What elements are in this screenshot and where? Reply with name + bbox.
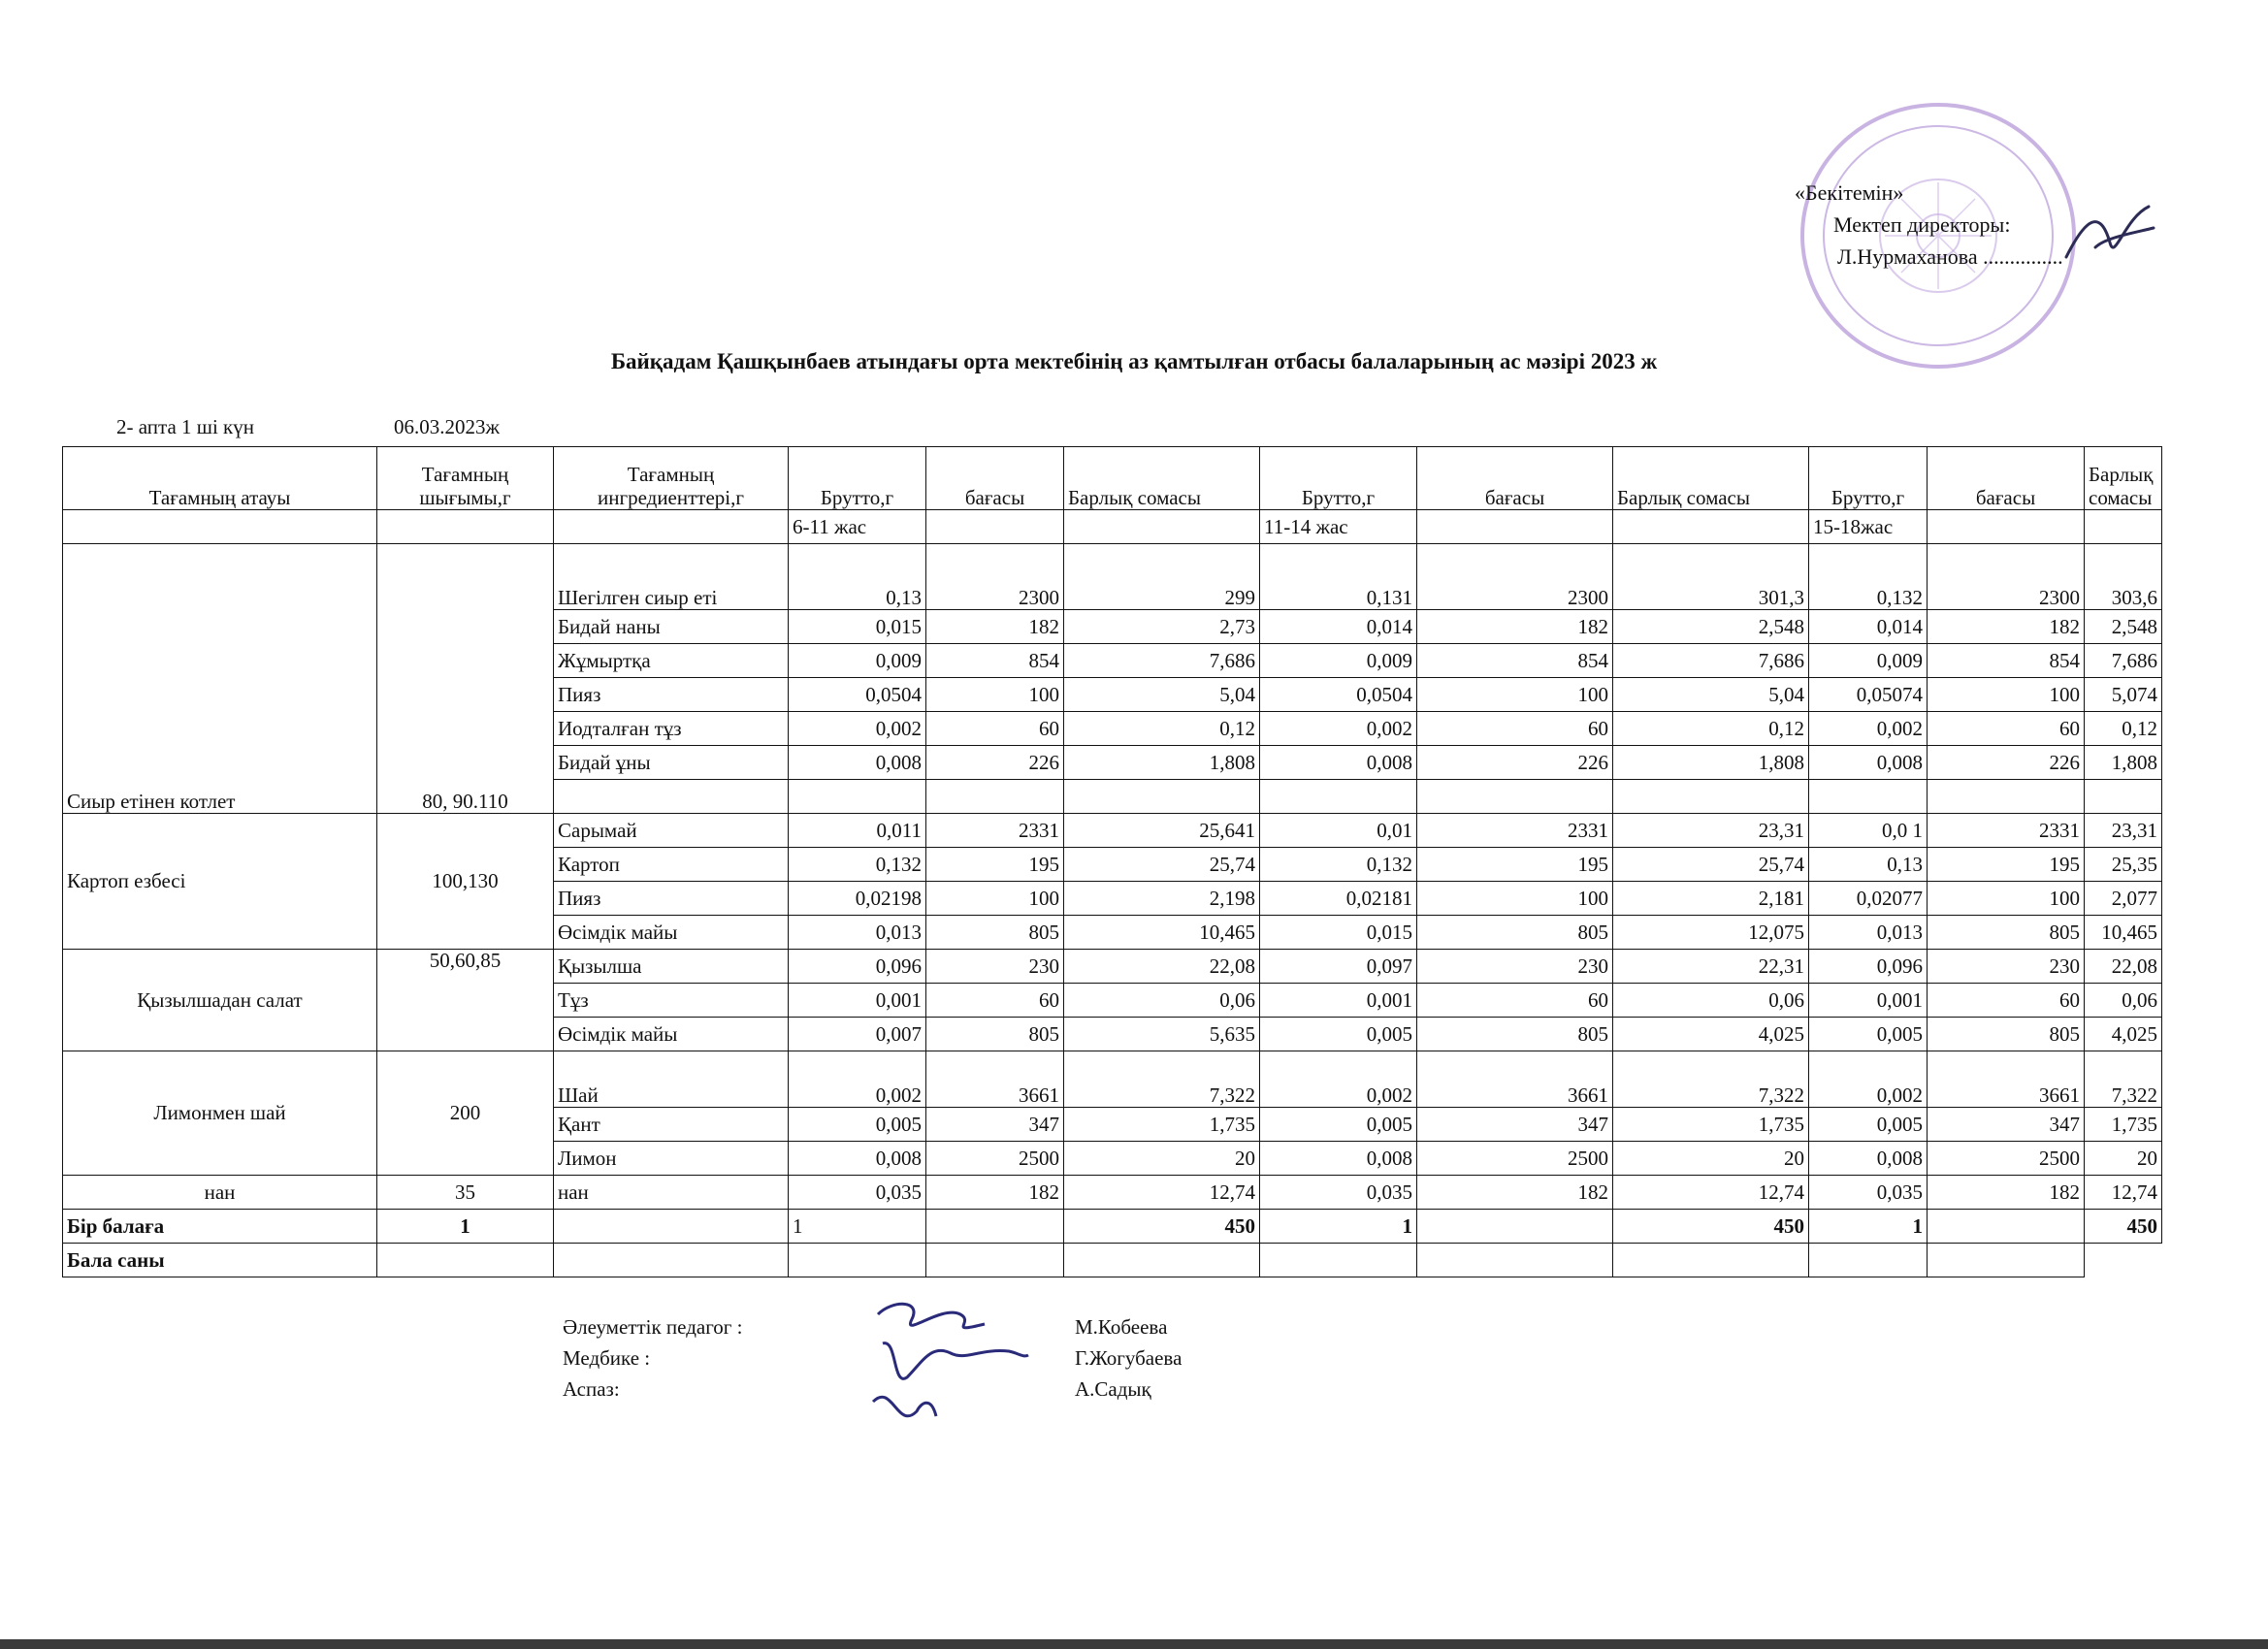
value-cell: [926, 780, 1064, 814]
ingredient-name: Өсімдік майы: [554, 1018, 789, 1051]
value-cell: 0,005: [1260, 1018, 1417, 1051]
value-cell: 22,08: [2085, 950, 2162, 984]
empty-cell: [1809, 1244, 1928, 1277]
dish-yield: 200: [377, 1051, 554, 1176]
value-cell: 12,075: [1613, 916, 1809, 950]
value-cell: 805: [1928, 1018, 2085, 1051]
value-cell: 0,0 1: [1809, 814, 1928, 848]
value-cell: 4,025: [2085, 1018, 2162, 1051]
dish-yield: 35: [377, 1176, 554, 1210]
value-cell: 2331: [1928, 814, 2085, 848]
value-cell: 2,077: [2085, 882, 2162, 916]
value-cell: 0,06: [1064, 984, 1260, 1018]
value-cell: 347: [926, 1108, 1064, 1142]
value-cell: 347: [1928, 1108, 2085, 1142]
ingredient-name: Бидай ұны: [554, 746, 789, 780]
value-cell: 60: [1928, 984, 2085, 1018]
value-cell: 230: [926, 950, 1064, 984]
value-cell: [1809, 780, 1928, 814]
header-price: бағасы: [926, 447, 1064, 510]
ingredient-name: нан: [554, 1176, 789, 1210]
value-cell: [1064, 780, 1260, 814]
value-cell: 0,02077: [1809, 882, 1928, 916]
value-cell: 0,002: [1260, 712, 1417, 746]
value-cell: 1,808: [2085, 746, 2162, 780]
per-child-yield: 1: [377, 1210, 554, 1244]
header-total: Барлық сомасы: [1613, 447, 1809, 510]
value-cell: 2500: [1417, 1142, 1613, 1176]
ingredient-name: Қант: [554, 1108, 789, 1142]
value-cell: 100: [1417, 678, 1613, 712]
value-cell: 0,0504: [789, 678, 926, 712]
value-cell: 805: [926, 916, 1064, 950]
per-child-value: 1: [789, 1210, 926, 1244]
header-total: Барлық сомасы: [1064, 447, 1260, 510]
value-cell: 0,007: [789, 1018, 926, 1051]
value-cell: 0,009: [1809, 644, 1928, 678]
value-cell: 0,02198: [789, 882, 926, 916]
value-cell: 5,635: [1064, 1018, 1260, 1051]
value-cell: 20: [1613, 1142, 1809, 1176]
header-price: бағасы: [1417, 447, 1613, 510]
value-cell: 0,02181: [1260, 882, 1417, 916]
value-cell: 854: [1928, 644, 2085, 678]
ingredient-name: Тұз: [554, 984, 789, 1018]
value-cell: 2,548: [2085, 610, 2162, 644]
role-nurse: Медбике :: [563, 1346, 651, 1370]
dish-name: нан: [63, 1176, 377, 1210]
ingredient-name: Иодталған тұз: [554, 712, 789, 746]
value-cell: 100: [1417, 882, 1613, 916]
value-cell: 7,322: [1613, 1051, 1809, 1108]
value-cell: 230: [1928, 950, 2085, 984]
table-row: [63, 1176, 2162, 1210]
value-cell: 805: [926, 1018, 1064, 1051]
empty-cell: [63, 510, 377, 544]
ingredient-name: Пияз: [554, 678, 789, 712]
value-cell: 0,097: [1260, 950, 1417, 984]
value-cell: 195: [926, 848, 1064, 882]
value-cell: [1928, 780, 2085, 814]
empty-cell: [1613, 1244, 1809, 1277]
value-cell: 0,002: [1809, 712, 1928, 746]
value-cell: 0,131: [1260, 544, 1417, 610]
value-cell: 0,096: [789, 950, 926, 984]
value-cell: 303,6: [2085, 544, 2162, 610]
value-cell: 0,013: [789, 916, 926, 950]
empty-cell: [1260, 1244, 1417, 1277]
empty-cell: [1417, 1244, 1613, 1277]
ingredient-name: Өсімдік майы: [554, 916, 789, 950]
approval-line-1: «Бекітемін»: [1795, 180, 1904, 205]
value-cell: 2300: [1928, 544, 2085, 610]
value-cell: 7,686: [1613, 644, 1809, 678]
value-cell: 0,008: [1260, 1142, 1417, 1176]
value-cell: 0,13: [1809, 848, 1928, 882]
value-cell: 182: [1928, 1176, 2085, 1210]
empty-cell: [554, 1210, 789, 1244]
value-cell: 195: [1417, 848, 1613, 882]
value-cell: 0,009: [789, 644, 926, 678]
value-cell: 60: [1417, 712, 1613, 746]
value-cell: 60: [1928, 712, 2085, 746]
value-cell: 301,3: [1613, 544, 1809, 610]
table-row: [63, 544, 2162, 610]
menu-table: [62, 446, 2162, 1277]
value-cell: 2,73: [1064, 610, 1260, 644]
empty-cell: [1928, 510, 2085, 544]
value-cell: 12,74: [1613, 1176, 1809, 1210]
value-cell: 0,13: [789, 544, 926, 610]
value-cell: 7,686: [2085, 644, 2162, 678]
ingredient-name: Картоп: [554, 848, 789, 882]
value-cell: 0,002: [1809, 1051, 1928, 1108]
value-cell: 2300: [1417, 544, 1613, 610]
dish-name: Сиыр етінен котлет: [63, 544, 377, 814]
menu-date: 06.03.2023ж: [394, 415, 501, 438]
header-total: Барлық сомасы: [2085, 447, 2162, 510]
name-cook: А.Садық: [1075, 1377, 1151, 1401]
value-cell: 347: [1417, 1108, 1613, 1142]
age-group-label: 15-18жас: [1809, 510, 1928, 544]
value-cell: 182: [926, 1176, 1064, 1210]
name-social-pedagogue: М.Кобеева: [1075, 1315, 1168, 1339]
header-ingredients: Тағамның ингредиенттері,г: [554, 447, 789, 510]
value-cell: 0,005: [1260, 1108, 1417, 1142]
value-cell: 0,001: [789, 984, 926, 1018]
document-title: Байқадам Қашқынбаев атындағы орта мектебінің аз қамтылған отбасы балаларының ас мәзірі 2023 ж: [610, 349, 1658, 373]
value-cell: 20: [2085, 1142, 2162, 1176]
value-cell: 0,008: [789, 746, 926, 780]
name-nurse: Г.Жогубаева: [1075, 1346, 1183, 1370]
value-cell: 2331: [1417, 814, 1613, 848]
value-cell: [1613, 780, 1809, 814]
empty-cell: [1928, 1244, 2085, 1277]
value-cell: 0,096: [1809, 950, 1928, 984]
value-cell: 0,035: [1809, 1176, 1928, 1210]
value-cell: 0,06: [1613, 984, 1809, 1018]
header-yield: Тағамның шығымы,г: [377, 447, 554, 510]
child-count-label: Бала саны: [63, 1244, 377, 1277]
value-cell: 12,74: [1064, 1176, 1260, 1210]
value-cell: 805: [1928, 916, 2085, 950]
value-cell: 12,74: [2085, 1176, 2162, 1210]
value-cell: 7,686: [1064, 644, 1260, 678]
ingredient-name: Жұмыртқа: [554, 644, 789, 678]
value-cell: 0,014: [1809, 610, 1928, 644]
value-cell: 182: [1928, 610, 2085, 644]
table-row: [63, 814, 2162, 848]
empty-cell: [1064, 1244, 1260, 1277]
value-cell: 0,008: [1809, 1142, 1928, 1176]
value-cell: 0,005: [1809, 1108, 1928, 1142]
role-cook: Аспаз:: [563, 1377, 620, 1401]
value-cell: 0,015: [789, 610, 926, 644]
header-price: бағасы: [1928, 447, 2085, 510]
value-cell: 2500: [926, 1142, 1064, 1176]
value-cell: [1417, 780, 1613, 814]
value-cell: 2,198: [1064, 882, 1260, 916]
value-cell: 100: [1928, 678, 2085, 712]
ingredient-name: Шегілген сиыр еті: [554, 544, 789, 610]
value-cell: 60: [926, 712, 1064, 746]
value-cell: 0,12: [2085, 712, 2162, 746]
value-cell: 182: [926, 610, 1064, 644]
table-header-row: [63, 447, 2162, 510]
per-child-value: 450: [1613, 1210, 1809, 1244]
dish-name: Лимонмен шай: [63, 1051, 377, 1176]
value-cell: 226: [1928, 746, 2085, 780]
staff-signatures: [854, 1295, 1048, 1440]
value-cell: 2331: [926, 814, 1064, 848]
value-cell: 2,548: [1613, 610, 1809, 644]
per-child-value: 1: [1809, 1210, 1928, 1244]
value-cell: 1,735: [2085, 1108, 2162, 1142]
age-group-label: 6-11 жас: [789, 510, 926, 544]
value-cell: 0,132: [1260, 848, 1417, 882]
per-child-label: Бір балаға: [63, 1210, 377, 1244]
value-cell: 0,05074: [1809, 678, 1928, 712]
value-cell: 7,322: [2085, 1051, 2162, 1108]
per-child-value: [1928, 1210, 2085, 1244]
header-dish: Тағамның атауы: [63, 447, 377, 510]
empty-cell: [789, 1244, 926, 1277]
per-child-value: 450: [2085, 1210, 2162, 1244]
value-cell: 0,06: [2085, 984, 2162, 1018]
value-cell: [1260, 780, 1417, 814]
value-cell: 0,014: [1260, 610, 1417, 644]
value-cell: 1,808: [1064, 746, 1260, 780]
value-cell: 0,008: [1260, 746, 1417, 780]
empty-cell: [1613, 510, 1809, 544]
value-cell: 805: [1417, 916, 1613, 950]
value-cell: 0,12: [1613, 712, 1809, 746]
value-cell: 299: [1064, 544, 1260, 610]
value-cell: 20: [1064, 1142, 1260, 1176]
value-cell: 100: [1928, 882, 2085, 916]
ingredient-name: Бидай наны: [554, 610, 789, 644]
director-signature: [2057, 199, 2163, 276]
value-cell: 23,31: [1613, 814, 1809, 848]
value-cell: 5,04: [1613, 678, 1809, 712]
value-cell: 1,808: [1613, 746, 1809, 780]
value-cell: 0,008: [1809, 746, 1928, 780]
value-cell: 10,465: [2085, 916, 2162, 950]
value-cell: 4,025: [1613, 1018, 1809, 1051]
value-cell: 1,735: [1613, 1108, 1809, 1142]
approval-line-3: Л.Нурмаханова ...............: [1837, 244, 2063, 269]
empty-cell: [554, 510, 789, 544]
value-cell: 0,035: [1260, 1176, 1417, 1210]
value-cell: 0,035: [789, 1176, 926, 1210]
value-cell: 22,31: [1613, 950, 1809, 984]
ingredient-name: Лимон: [554, 1142, 789, 1176]
value-cell: 25,641: [1064, 814, 1260, 848]
age-group-row: [63, 510, 2162, 544]
value-cell: 0,015: [1260, 916, 1417, 950]
value-cell: 226: [926, 746, 1064, 780]
week-day-label: 2- апта 1 ші күн: [116, 415, 254, 438]
value-cell: [2085, 780, 2162, 814]
value-cell: 0,001: [1809, 984, 1928, 1018]
value-cell: 0,002: [1260, 1051, 1417, 1108]
value-cell: 854: [926, 644, 1064, 678]
ingredient-name: Қызылша: [554, 950, 789, 984]
value-cell: 0,013: [1809, 916, 1928, 950]
value-cell: 3661: [926, 1051, 1064, 1108]
dish-yield: 80, 90.110: [377, 544, 554, 814]
ingredient-name: Сарымай: [554, 814, 789, 848]
value-cell: 2300: [926, 544, 1064, 610]
value-cell: 0,01: [1260, 814, 1417, 848]
value-cell: 7,322: [1064, 1051, 1260, 1108]
per-child-row: [63, 1210, 2162, 1244]
value-cell: 0,011: [789, 814, 926, 848]
value-cell: 100: [926, 882, 1064, 916]
value-cell: 60: [926, 984, 1064, 1018]
ingredient-name: Пияз: [554, 882, 789, 916]
scan-border: [0, 1639, 2268, 1649]
ingredient-name: [554, 780, 789, 814]
per-child-value: 1: [1260, 1210, 1417, 1244]
value-cell: 0,132: [789, 848, 926, 882]
value-cell: 0,0504: [1260, 678, 1417, 712]
value-cell: 0,009: [1260, 644, 1417, 678]
value-cell: 0,001: [1260, 984, 1417, 1018]
value-cell: 22,08: [1064, 950, 1260, 984]
dish-yield: 100,130: [377, 814, 554, 950]
dish-yield: 50,60,85: [377, 950, 554, 1051]
per-child-value: 450: [1064, 1210, 1260, 1244]
dish-name: Қызылшадан салат: [63, 950, 377, 1051]
value-cell: 25,35: [2085, 848, 2162, 882]
empty-cell: [377, 1244, 554, 1277]
age-group-label: 11-14 жас: [1260, 510, 1417, 544]
value-cell: 0,002: [789, 712, 926, 746]
empty-cell: [926, 510, 1064, 544]
value-cell: 3661: [1417, 1051, 1613, 1108]
dish-name: Картоп езбесі: [63, 814, 377, 950]
value-cell: 0,005: [789, 1108, 926, 1142]
value-cell: 0,008: [789, 1142, 926, 1176]
empty-cell: [1417, 510, 1613, 544]
value-cell: 10,465: [1064, 916, 1260, 950]
value-cell: 3661: [1928, 1051, 2085, 1108]
value-cell: 0,12: [1064, 712, 1260, 746]
approval-line-2: Мектеп директоры:: [1833, 212, 2011, 237]
per-child-value: [926, 1210, 1064, 1244]
value-cell: 1,735: [1064, 1108, 1260, 1142]
value-cell: [789, 780, 926, 814]
empty-cell: [2085, 510, 2162, 544]
value-cell: 854: [1417, 644, 1613, 678]
value-cell: 226: [1417, 746, 1613, 780]
empty-cell: [554, 1244, 789, 1277]
value-cell: 25,74: [1064, 848, 1260, 882]
table-row: [63, 1051, 2162, 1108]
value-cell: 23,31: [2085, 814, 2162, 848]
value-cell: 182: [1417, 610, 1613, 644]
table-row: [63, 950, 2162, 984]
empty-cell: [377, 510, 554, 544]
header-brutto: Брутто,г: [1260, 447, 1417, 510]
role-social-pedagogue: Әлеуметтік педагог :: [563, 1315, 743, 1339]
value-cell: 182: [1417, 1176, 1613, 1210]
value-cell: 2,181: [1613, 882, 1809, 916]
value-cell: 25,74: [1613, 848, 1809, 882]
value-cell: 100: [926, 678, 1064, 712]
value-cell: 0,002: [789, 1051, 926, 1108]
value-cell: 805: [1417, 1018, 1613, 1051]
per-child-value: [1417, 1210, 1613, 1244]
ingredient-name: Шай: [554, 1051, 789, 1108]
empty-cell: [926, 1244, 1064, 1277]
header-brutto: Брутто,г: [1809, 447, 1928, 510]
value-cell: 0,132: [1809, 544, 1928, 610]
signature-roles: [563, 1311, 743, 1405]
value-cell: 0,005: [1809, 1018, 1928, 1051]
value-cell: 2500: [1928, 1142, 2085, 1176]
signature-names: [1075, 1311, 1182, 1405]
value-cell: 5,04: [1064, 678, 1260, 712]
value-cell: 5,074: [2085, 678, 2162, 712]
value-cell: 230: [1417, 950, 1613, 984]
value-cell: 60: [1417, 984, 1613, 1018]
value-cell: 195: [1928, 848, 2085, 882]
empty-cell: [1064, 510, 1260, 544]
child-count-row: [63, 1244, 2162, 1277]
header-brutto: Брутто,г: [789, 447, 926, 510]
